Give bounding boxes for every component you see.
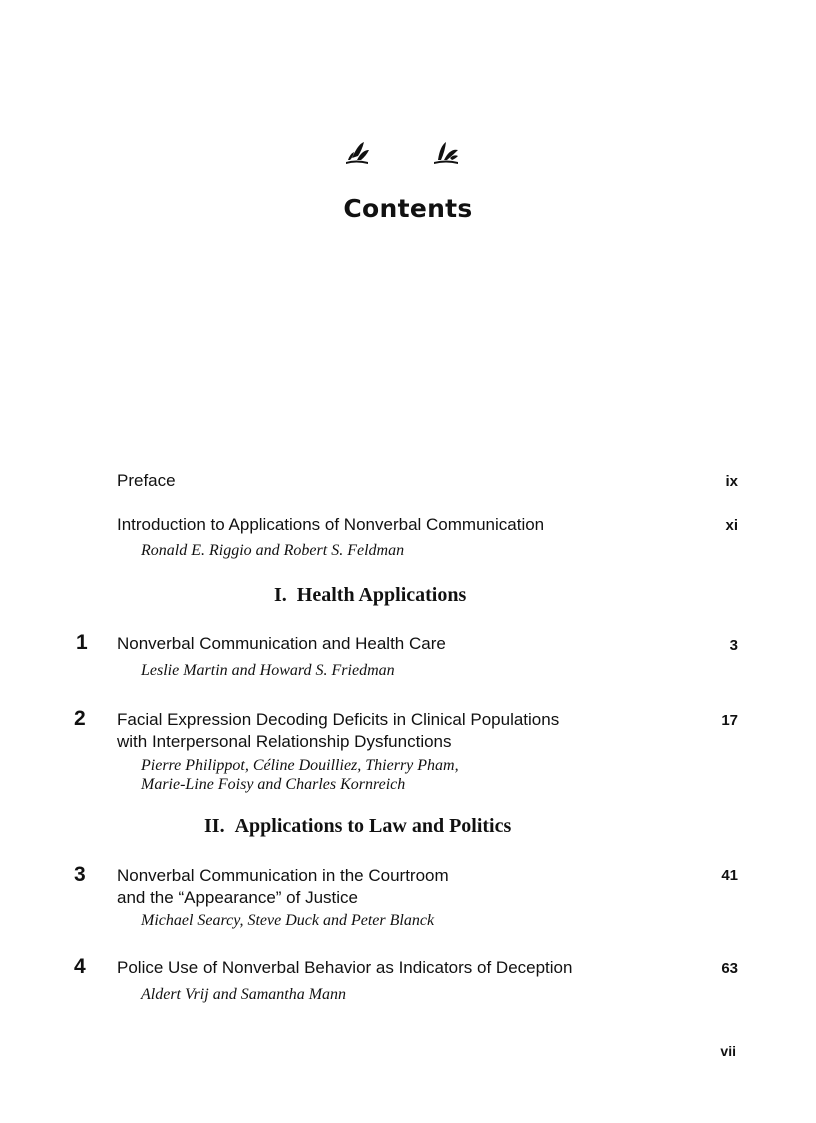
chapter-page: 41: [721, 867, 738, 884]
introduction-authors: Ronald E. Riggio and Robert S. Feldman: [141, 542, 405, 559]
chapter-authors: Aldert Vrij and Samantha Mann: [141, 986, 347, 1003]
part-number: II.: [204, 815, 225, 837]
preface-title: Preface: [117, 471, 176, 490]
preface-page: ix: [725, 473, 738, 490]
introduction-page: xi: [725, 517, 738, 534]
chapter-authors: Marie-Line Foisy and Charles Kornreich: [141, 776, 406, 793]
chapter-number: 4: [74, 955, 86, 978]
page-title: Contents: [343, 194, 473, 223]
part-title: Health Applications: [296, 584, 467, 606]
chapter-number: 3: [74, 863, 86, 886]
chapter-title: with Interpersonal Relationship Dysfunctions: [117, 732, 452, 751]
chapter-number: 2: [74, 707, 86, 730]
chapter-page: 17: [721, 712, 738, 729]
chapter-authors: Michael Searcy, Steve Duck and Peter Blanck: [141, 912, 435, 929]
chapter-title: Police Use of Nonverbal Behavior as Indicators of Deception: [117, 958, 573, 977]
chapter-authors: Leslie Martin and Howard S. Friedman: [141, 662, 395, 679]
chapter-authors: Pierre Philippot, Céline Douilliez, Thierry Pham,: [141, 757, 459, 774]
part-title: Applications to Law and Politics: [234, 815, 512, 837]
chapter-title: Nonverbal Communication and Health Care: [117, 634, 446, 653]
fleuron-pair-icon: [0, 138, 816, 168]
chapter-title: and the “Appearance” of Justice: [117, 888, 358, 907]
part-heading-2: [204, 815, 511, 838]
introduction-title: Introduction to Applications of Nonverbal Communication: [117, 515, 545, 534]
chapter-page: 63: [721, 960, 738, 977]
chapter-number: 1: [76, 631, 88, 654]
page-folio: vii: [720, 1043, 736, 1059]
chapter-title: Nonverbal Communication in the Courtroom: [117, 866, 449, 885]
part-number: I.: [274, 584, 287, 606]
chapter-page: 3: [729, 637, 738, 654]
part-heading-1: [274, 584, 466, 607]
chapter-title: Facial Expression Decoding Deficits in Clinical Populations: [117, 710, 560, 729]
